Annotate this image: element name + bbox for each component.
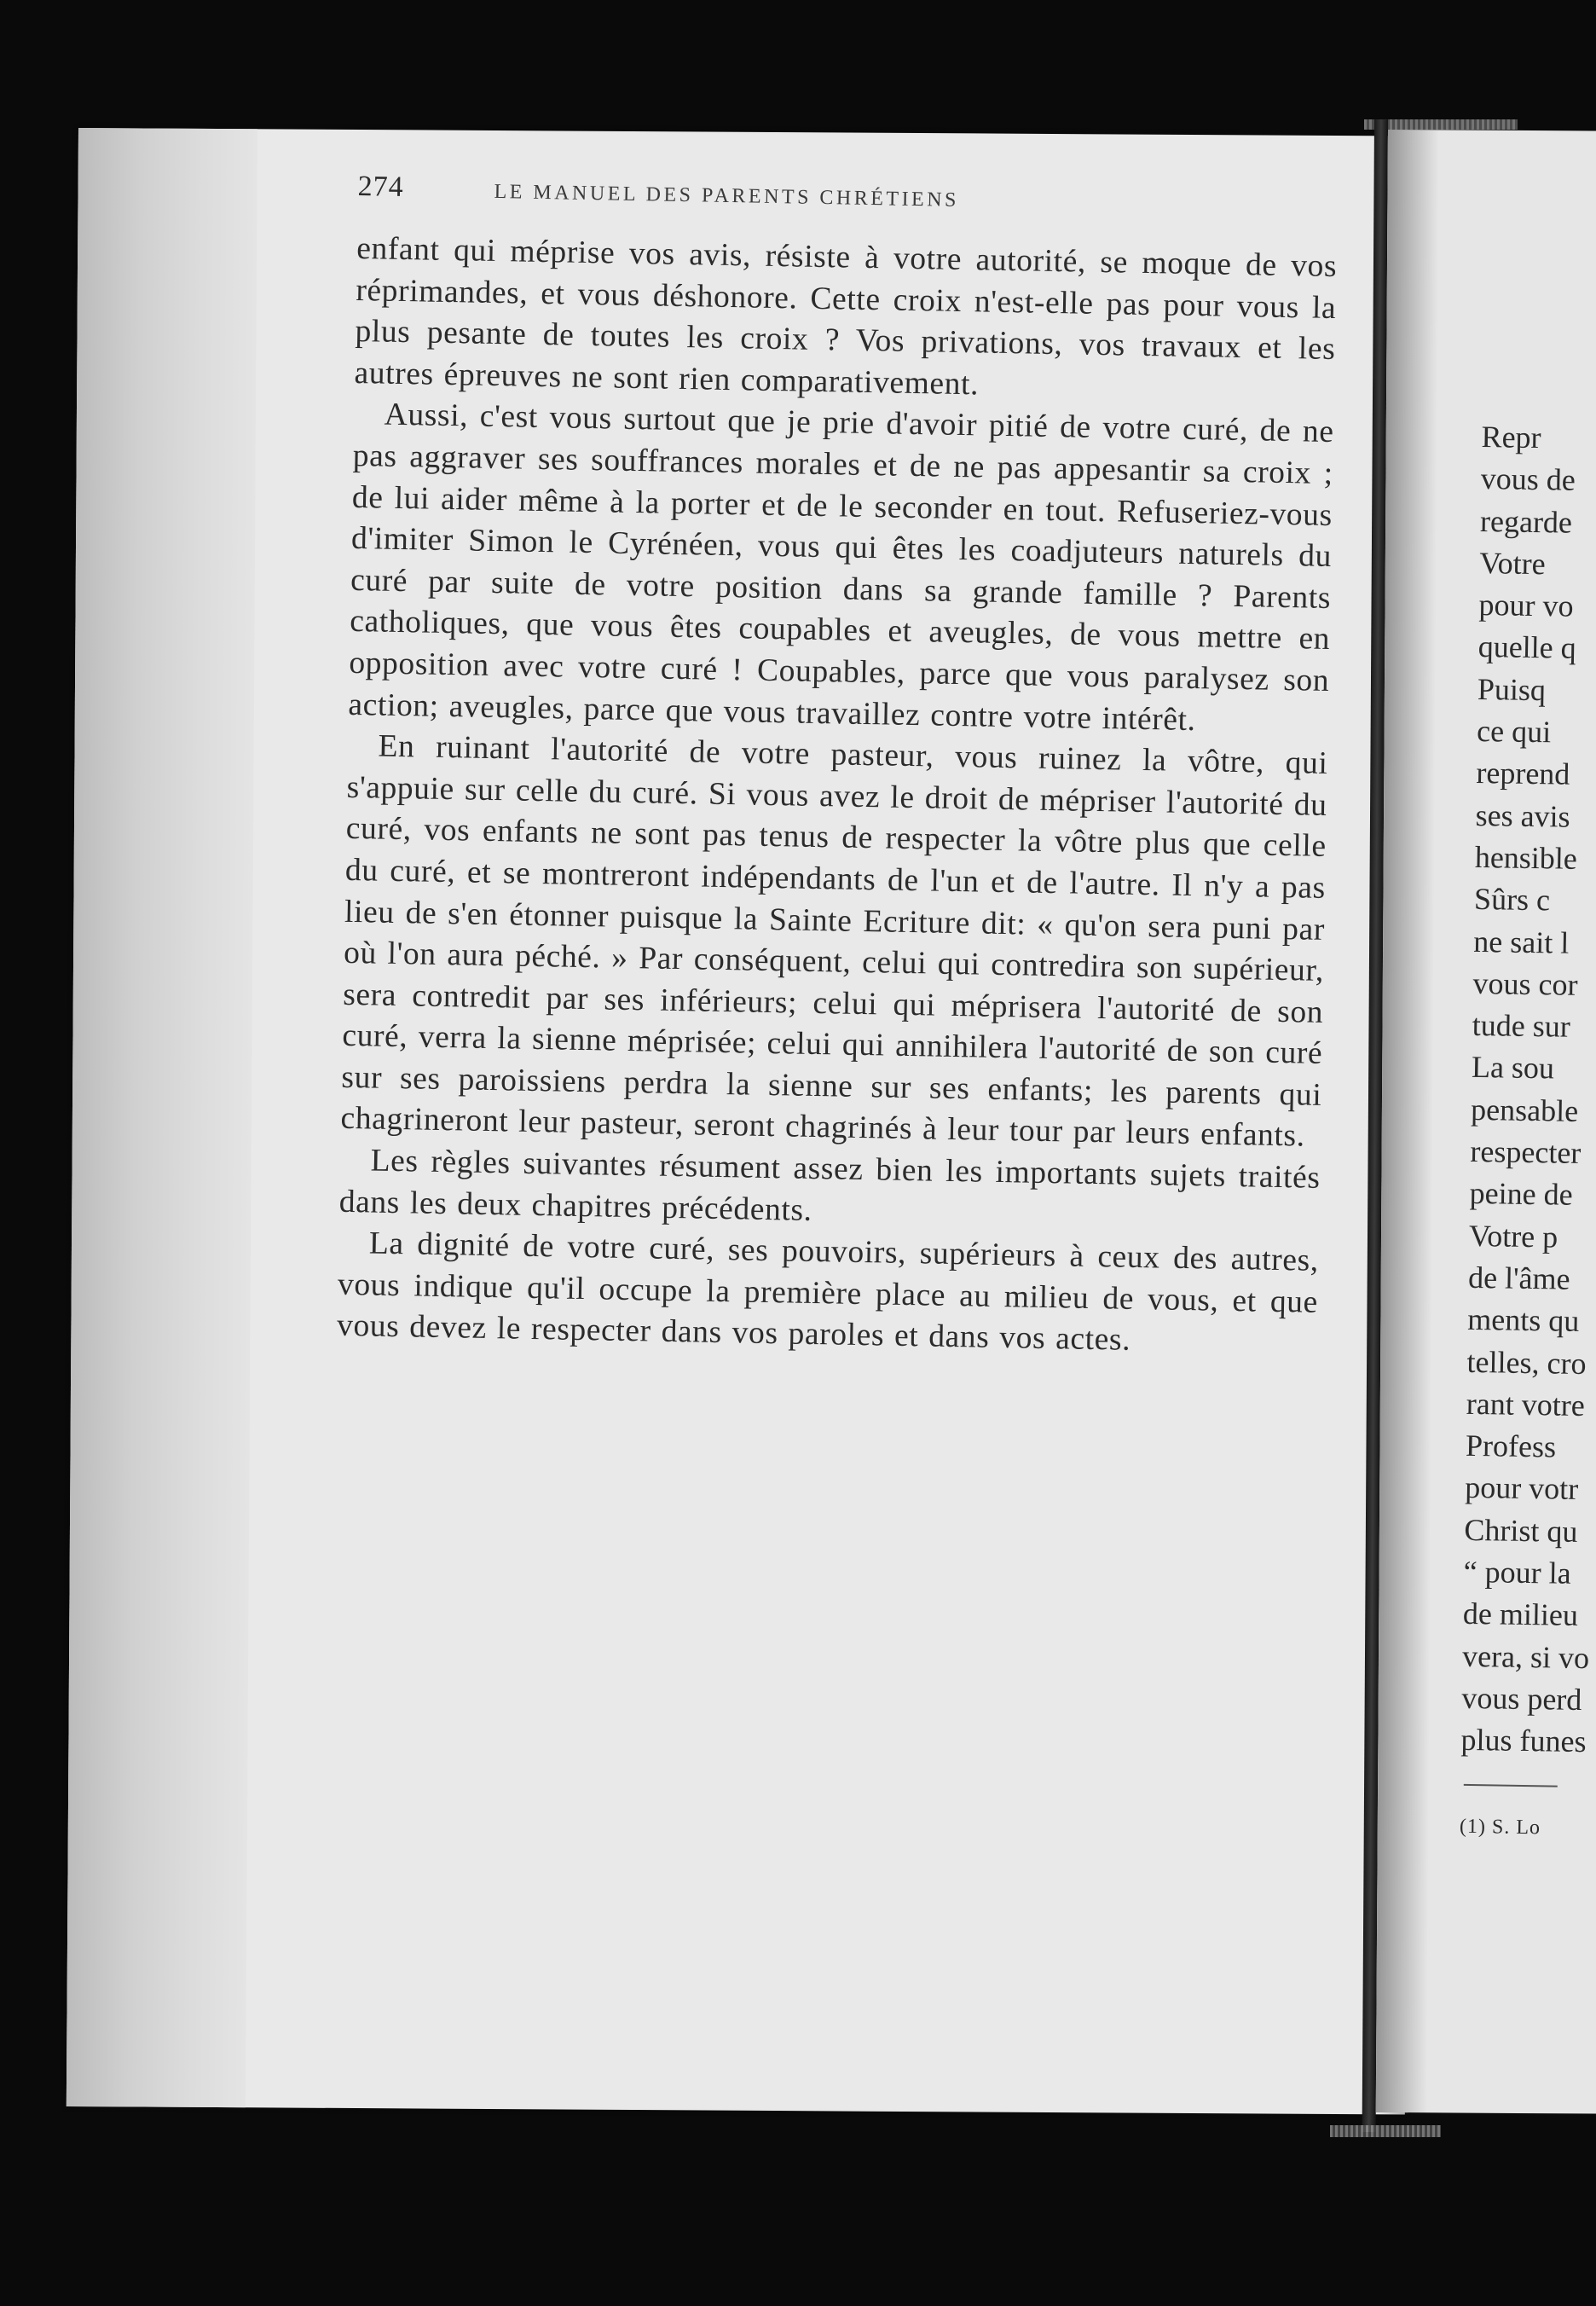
right-line: vous cor xyxy=(1472,965,1578,1002)
paragraph-3: En ruinant l'autorité de votre pasteur, vous ruinez la vôtre, qui s'appuie sur celle du curé. Si vous avez le droit de mépriser l'autorité du curé, vos enfants ne sont pas tenus de respecter la vôtre plus que celle du curé, et se montreront indépendants de l'un et de l'autre. Il n'y a pas lieu de s'en étonner puisque la Sainte Ecriture dit: « qu'on sera puni par où l'on aura péché. » Par conséquent, celui qui contredira son supérieur, sera contredit par ses inférieurs; celui qui méprisera l'autorité de son curé, verra la sienne méprisée; celui qui annihilera l'autorité de son curé sur ses paroissiens perdra la sienne sur ses enfants; les parents qui chagrineront leur pasteur, seront chagrinés à leur tour par leurs enfants. xyxy=(340,728,1328,1155)
paragraph-5: La dignité de votre curé, ses pouvoirs, supérieurs à ceux des autres, vous indique qu'il occupe la première place au milieu de vous, et que vous devez le respecter dans vos paroles et dans vos actes. xyxy=(336,1225,1320,1359)
right-line: Votre p xyxy=(1468,1218,1558,1254)
footnote-rule xyxy=(1464,1783,1558,1787)
right-line: pour votr xyxy=(1464,1470,1579,1507)
right-page-gutter-shadow xyxy=(1376,130,1439,2112)
right-line: peine de xyxy=(1469,1176,1573,1213)
right-line: telles, cro xyxy=(1466,1344,1587,1381)
right-line: rant votre xyxy=(1466,1386,1586,1422)
right-line: ses avis xyxy=(1475,797,1570,834)
running-title: LE MANUEL DES PARENTS CHRÉTIENS xyxy=(494,180,960,211)
right-line: tude sur xyxy=(1472,1008,1571,1044)
right-page-text xyxy=(1460,416,1596,1839)
right-line: Christ qu xyxy=(1464,1512,1578,1549)
right-line: regarde xyxy=(1479,503,1573,540)
right-line: de milieu xyxy=(1462,1596,1579,1633)
right-line: reprend xyxy=(1476,756,1570,792)
footnote: (1) S. Lo xyxy=(1459,1815,1541,1839)
paragraph-1: enfant qui méprise vos avis, résiste à votre autorité, se moque de vos réprimandes, et vous déshonore. Cette croix n'est-elle pas pour vous la plus pesante de toutes les croix ? Vos privations, vos travaux et les autres épreuves ne sont rien comparativement. xyxy=(354,230,1338,403)
paragraph-4: Les règles suivantes résument assez bien les importants sujets traités dans les deux chapitres précédents. xyxy=(338,1143,1321,1228)
right-line: Puisq xyxy=(1477,671,1547,707)
right-line: Votre xyxy=(1478,545,1546,582)
right-line: Profess xyxy=(1465,1428,1557,1464)
page-number: 274 xyxy=(357,171,404,203)
right-line: ne sait l xyxy=(1473,924,1570,960)
right-line: ce qui xyxy=(1476,714,1552,750)
right-line: vous perd xyxy=(1461,1680,1582,1717)
right-line: vous de xyxy=(1480,461,1576,498)
right-line: respecter xyxy=(1470,1133,1582,1170)
right-line: Repr xyxy=(1481,419,1541,455)
right-line: ments qu xyxy=(1467,1302,1580,1339)
right-line: pensable xyxy=(1470,1092,1579,1128)
right-line: “ pour la xyxy=(1463,1554,1571,1590)
paragraph-2: Aussi, c'est vous surtout que je prie d'avoir pitié de votre curé, de ne pas aggraver ses souffrances morales et de ne pas appesantir sa croix ; de lui aider même à la porter et de le seconder en tout. Refuseriez-vous d'imiter Simon le Cyrénéen, vous qui êtes les coadjuteurs naturels du curé par suite de votre position dans sa grande famille ? Parents catholiques, que vous êtes coupables et aveugles, de vous mettre en opposition avec votre curé ! Coupables, parce que vous paralysez son action; aveugles, parce que vous travaillez contre votre intérêt. xyxy=(348,397,1334,738)
right-line: quelle q xyxy=(1477,629,1577,666)
right-line: vera, si vo xyxy=(1461,1638,1590,1675)
right-line: La sou xyxy=(1471,1050,1555,1086)
right-line: pour vo xyxy=(1478,588,1574,623)
right-line: de l'âme xyxy=(1467,1260,1570,1296)
page-gutter-shadow xyxy=(66,128,257,2107)
right-line: Sûrs c xyxy=(1473,882,1551,918)
right-line: plus funes xyxy=(1460,1723,1587,1759)
page-edges-bottom xyxy=(1330,2125,1441,2137)
left-page-text xyxy=(337,171,1339,1365)
right-line: hensible xyxy=(1474,839,1578,876)
